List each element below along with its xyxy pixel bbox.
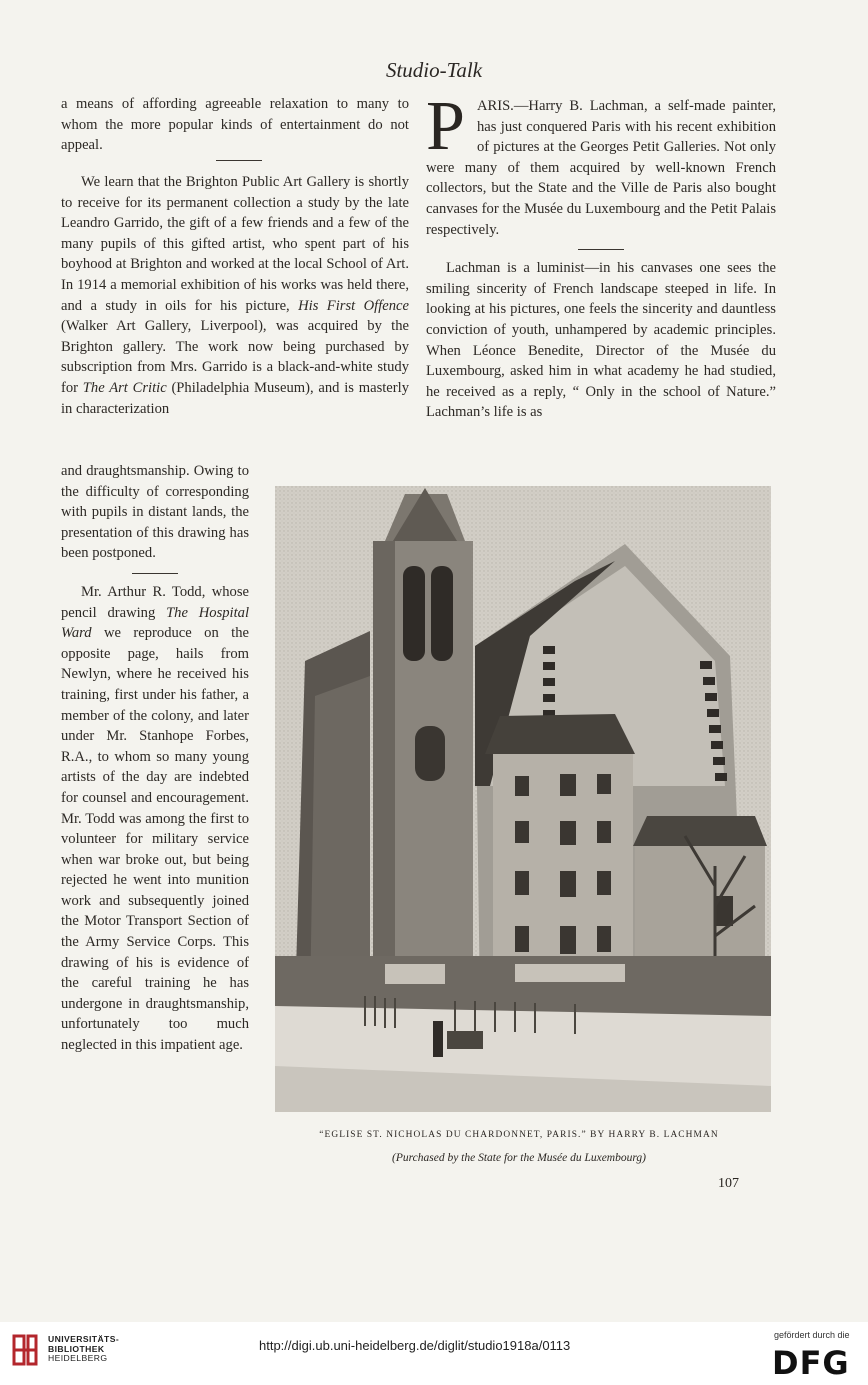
section-rule-2	[132, 573, 178, 574]
title-the-art-critic: The Art Critic	[82, 379, 167, 396]
drop-cap: P	[426, 88, 465, 165]
left-column-brighton	[61, 172, 409, 419]
footer-bar	[0, 1322, 868, 1385]
paragraph-intro: a means of affording agreeable relaxation to many to whom the more popular kinds of entertainment do not appeal.	[61, 96, 409, 154]
title-his-first-offence: His First Offence	[298, 297, 409, 314]
paragraph-paris: PARIS.—Harry B. Lachman, a self-made painter, has just conquered Paris with his recent exhibition of pictures at the Georges Petit Galleries. Not only were many of them acquired by well-known French collectors, but the State and the Ville de Paris also bought canvases for the Musée du Luxembourg and the Petit Palais respectively.	[426, 88, 776, 238]
document-url-link[interactable]: http://digi.ub.uni-heidelberg.de/diglit/studio1918a/0113	[259, 1338, 571, 1353]
funded-by-label: gefördert durch die	[774, 1330, 850, 1340]
figure-subcaption: (Purchased by the State for the Musée du Luxembourg)	[391, 1152, 646, 1164]
painting-eglise-st-nicholas	[275, 486, 771, 1112]
right-column	[426, 88, 776, 423]
figure-caption: “EGLISE ST. NICHOLAS DU CHARDONNET, PARIS.” BY HARRY B. LACHMAN	[319, 1130, 719, 1140]
section-rule	[216, 160, 262, 161]
running-head: Studio-Talk	[385, 58, 483, 82]
paragraph-brighton: We learn that the Brighton Public Art Gallery is shortly to receive for its permanent collection a study by the late Leandro Garrido, the gift of a few friends and a few of the many pupils of this gifted artist, who spent part of his boyhood at Brighton and worked at the local School of Art. In 1914 a memorial exhibition of his works was held there, and a study in oils for his picture, His First Offence (Walker Art Gallery, Liverpool), was acquired by the Brighton gallery. The work now being purchased by subscription from Mrs. Garrido is a black-and-white study for The Art Critic (Philadelphia Museum), and is masterly in characterization	[61, 174, 409, 417]
title-the-hospital-ward: The Hospital Ward	[61, 604, 250, 642]
page-number: 107	[718, 1176, 739, 1191]
section-rule-3	[578, 249, 624, 250]
paragraph-brighton-cont: and draughtsmanship. Owing to the difficulty of corresponding with pupils in distant lands, the presentation of this drawing has been postponed.	[61, 463, 249, 562]
painting-illustration	[275, 486, 771, 1112]
dfg-logo[interactable]: DFG	[772, 1344, 850, 1382]
paragraph-todd: Mr. Arthur R. Todd, whose pencil drawing The Hospital Ward we reproduce on the opposite page, hails from Newlyn, where he received his training, first under his father, a member of the colony, and later under Mr. Stanhope Forbes, R.A., to whom so many young artists of the day are indebted for counsel and encouragement. Mr. Todd was among the first to volunteer for military service when war broke out, but being rejected he went into munition work and subsequently joined the Motor Transport Section of the Army Service Corps. This drawing of his is evidence of the careful training he has undergone in draughtsmanship, unfortunately too much neglected in this impatient age.	[61, 583, 250, 1054]
heidelberg-library-logo-icon[interactable]	[10, 1332, 40, 1368]
left-column-narrow	[61, 461, 249, 1056]
left-column-top	[61, 94, 409, 156]
library-name[interactable]: UNIVERSITÄTS- BIBLIOTHEK HEIDELBERG	[48, 1334, 120, 1364]
paragraph-luminist: Lachman is a luminist—in his canvases one sees the smiling sincerity of French landscape steeped in life. In looking at his pictures, one feels the sincerity and dauntless conviction of youth, unhampered by academic principles. When Léonce Benedite, Director of the Musée du Luxembourg, asked him in what academy he had studied, he received as a reply, “ Only in the school of Nature.” Lachman’s life is as	[426, 260, 776, 421]
